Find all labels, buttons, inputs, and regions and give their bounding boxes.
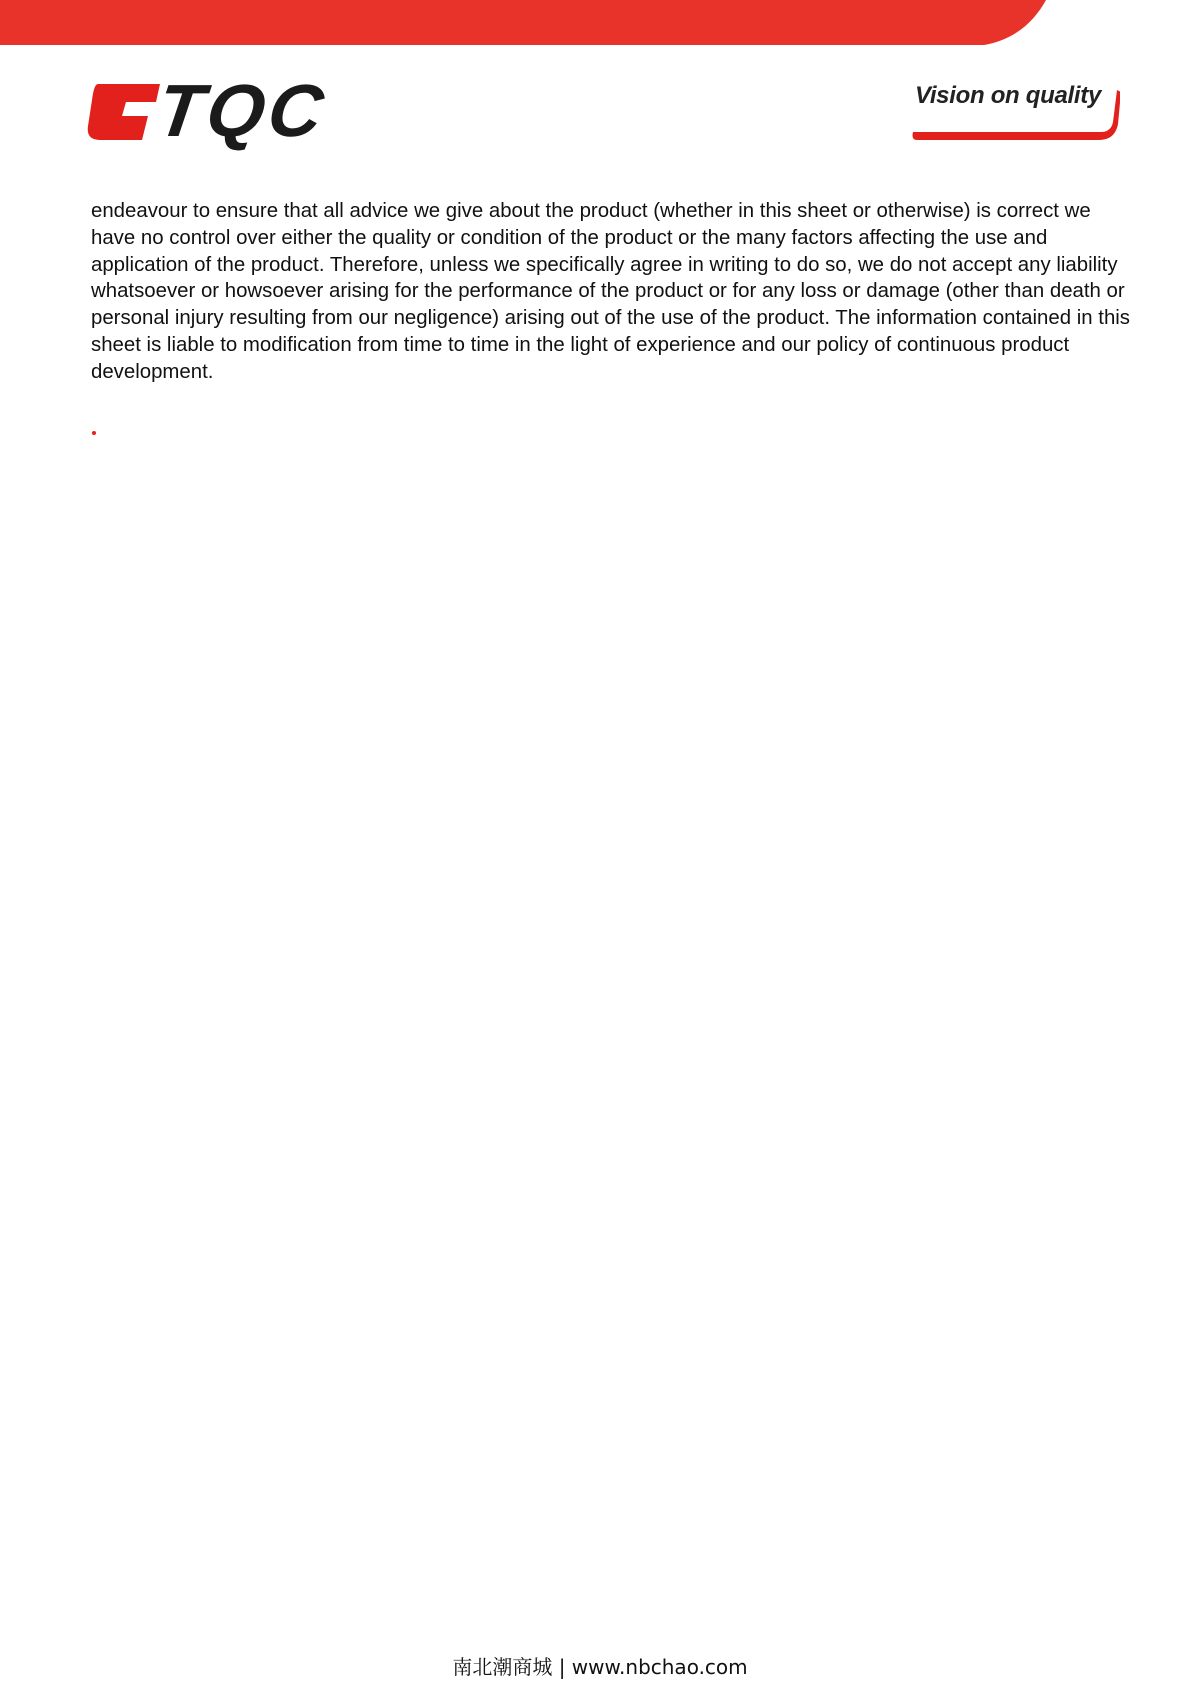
red-bullet-dot (92, 431, 96, 435)
slogan (905, 78, 1120, 148)
slogan-text: Vision on quality (915, 82, 1102, 109)
tqc-logo-text: TQC (152, 69, 333, 152)
disclaimer-paragraph: endeavour to ensure that all advice we give about the product (whether in this sheet or otherwise) is correct we have no control over either the quality or condition of the product or the many factors affecting the use and application of the product. Therefore, unless we specifically agree in writing to do so, we do not accept any liability whatsoever or howsoever arising for the performance of the product or for any loss or damage (other than death or personal injury resulting from our negligence) arising out of the use of the product. The information contained in this sheet is liable to modification from time to time in the light of experience and our policy of continuous product development. (91, 200, 1131, 383)
tqc-logo (84, 69, 356, 152)
header-red-band (0, 0, 1200, 60)
footer-text: 南北潮商城 | www.nbchao.com (452, 1655, 748, 1679)
